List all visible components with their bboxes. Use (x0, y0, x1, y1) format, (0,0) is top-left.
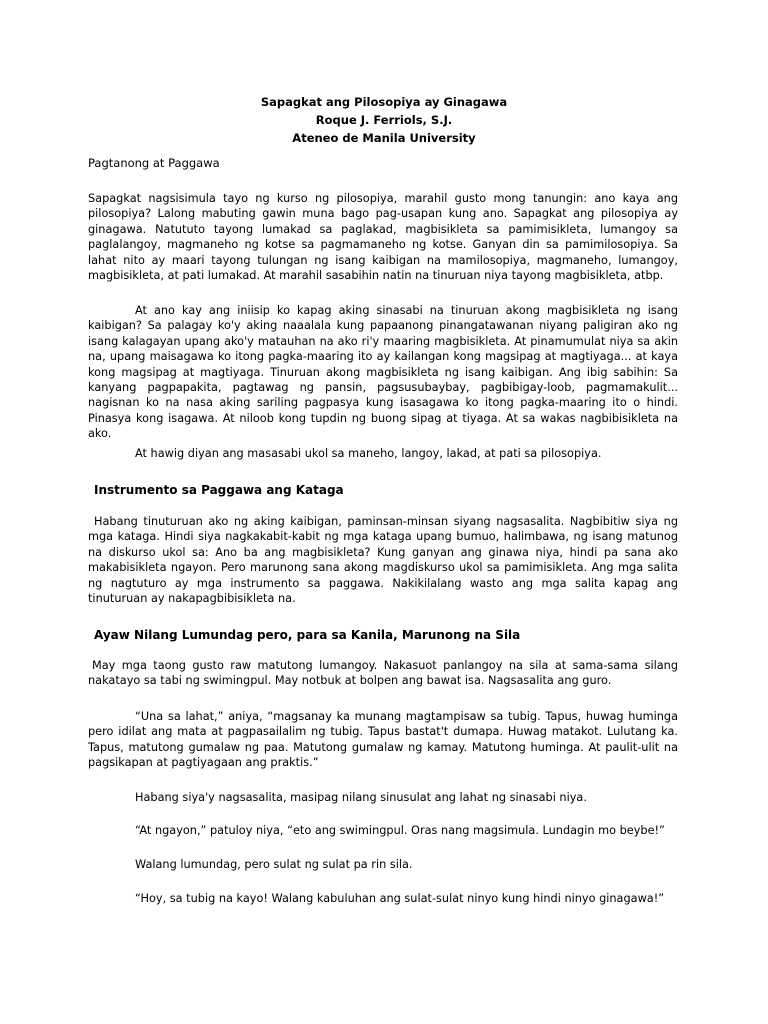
document-institution: Ateneo de Manila University (292, 131, 476, 145)
paragraph: “At ngayon,” patuloy niya, “eto ang swimingpul. Oras nang magsimula. Lundagin mo beybe!” (135, 824, 665, 837)
paragraph: Habang siya'y nagsasalita, masipag nilang sinusulat ang lahat ng sinasabi niya. (135, 791, 587, 804)
paragraph: Habang tinuturuan ako ng aking kaibigan, paminsan-minsan siyang nagsasalita. Nagbibitiw siya ng mga kataga. Hindi siya nagkakabit-kabit ng mga kataga upang bumuo, halimbawa, ng isang matunog na diskurso ukol sa: Ano ba ang magbisikleta? Kung ganyan ang ginawa niya, hindi pa sana ako makabisikleta ngayon. Pero marunong sana akong magdiskurso ukol sa pamimisikleta. Ang mga salita ng nagtuturo ay mga instrumento sa paggawa. Nakikilalang wasto ang mga salita kapag ang tinuturuan ay nakapagbibisikleta na. (88, 515, 678, 606)
paragraph: May mga taong gusto raw matutong lumangoy. Nakasuot panlangoy na sila at sama-sama silang nakatayo sa tabi ng swimingpul. May notbuk at bolpen ang bawat isa. Nagsasalita ang guro. (88, 659, 678, 688)
paragraph: Sapagkat nagsisimula tayo ng kurso ng pilosopiya, marahil gusto mong tanungin: ano kaya ang pilosopiya? Lalong mabuting gawin muna bago pag-usapan kung ano. Sapagkat ang pilosopiya ay ginagawa. Natututo tayong lumakad sa paglakad, magbisikleta sa pamimisikleta, lumangoy sa paglalangoy, magmaneho ng kotse sa pagmamaneho ng kotse. Ganyan din sa pamimilosopiya. Sa lahat nito ay maari tayong tulungan ng isang kaibigan na mamilosopiya, magmaneho, lumangoy, magbisikleta, at pati lumakad. At marahil sasabihin natin na tinuruan niya tayong magbisikleta, atbp. (88, 192, 678, 283)
paragraph: “Una sa lahat,” aniya, “magsanay ka munang magtampisaw sa tubig. Tapus, huwag huminga pero idilat ang mata at pagpasailalim ng tubig. Tapus bastat't dumapa. Huwag matakot. Lulutang ka. Tapus, matutong gumalaw ng paa. Matutong gumalaw ng kamay. Matutong huminga. At paulit-ulit na pagsikapan at pagtiyagaan ang praktis.” (88, 710, 678, 770)
document-author: Roque J. Ferriols, S.J. (315, 113, 453, 127)
section-label-pagtanong: Pagtanong at Paggawa (88, 156, 220, 170)
document-header (0, 93, 768, 147)
paragraph: “Hoy, sa tubig na kayo! Walang kabuluhan ang sulat-sulat ninyo kung hindi ninyo ginagawa!” (135, 892, 665, 905)
paragraph: At ano kay ang iniisip ko kapag aking sinasabi na tinuruan akong magbisikleta ng isang kaibigan? Sa palagay ko'y aking naaalala kung papaanong pinangatawanan niyang paligiran ako ng isang kalagayan upang ako'y matauhan na ako ri'y maaring magbisikleta. At pinamumulat niya sa akin na, upang maisagawa ko itong pagka-maaring ito ay kailangan kong magsipag at magtiyaga... at kaya kong magsipag at magtiyaga. Tinuruan akong magbisikleta ng isang kaibigan. Ang ibig sabihin: Sa kanyang pagpapakita, pagtawag ng pansin, pagsusubaybay, pagbibigay-loob, pagmamakulit... nagisnan ko na nasa aking sariling pagpasya kung isasagawa ko itong pagka-maaring ito o hindi. Pinasya kong isagawa. At niloob kong tupdin ng buong sipag at tiyaga. At sa wakas nagbibisikleta na ako. (88, 304, 678, 441)
section-heading-instrumento: Instrumento sa Paggawa ang Kataga (94, 483, 344, 497)
document-title: Sapagkat ang Pilosopiya ay Ginagawa (260, 95, 508, 109)
paragraph: Walang lumundag, pero sulat ng sulat pa rin sila. (135, 858, 413, 871)
section-heading-lumundag: Ayaw Nilang Lumundag pero, para sa Kanila, Marunong na Sila (94, 628, 521, 642)
paragraph: At hawig diyan ang masasabi ukol sa maneho, langoy, lakad, at pati sa pilosopiya. (135, 447, 602, 460)
